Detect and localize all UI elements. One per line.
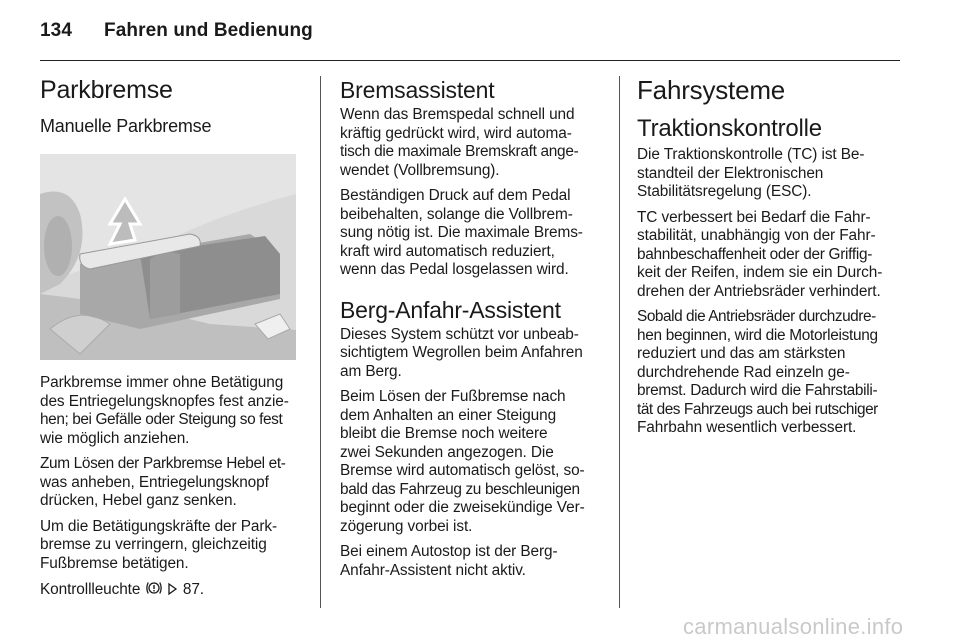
header-rule <box>40 60 900 61</box>
text-line: bremse zu verringern, gleichzeitig <box>40 536 267 553</box>
text-line: Sobald die Antriebsräder durchzudre- <box>637 308 876 325</box>
text-line: Fußbremse betätigen. <box>40 554 189 572</box>
paragraph <box>40 455 302 511</box>
text-line: Wenn das Bremspedal schnell und <box>340 106 575 123</box>
paragraph <box>40 518 302 574</box>
text-line: dem Anhalten an einer Steigung <box>340 406 557 424</box>
text-line: keit der Reifen, indem sie ein Durch- <box>637 264 883 281</box>
text-line: beibehalten, solange die Vollbrem- <box>340 205 573 223</box>
paragraph <box>637 308 905 438</box>
text-line: standteil der Elektronischen <box>637 164 824 182</box>
paragraph <box>340 388 606 536</box>
section-title-parkbremse: Parkbremse <box>40 76 173 104</box>
subsection-title-manuelle-parkbremse: Manuelle Parkbremse <box>40 116 212 136</box>
brake-warning-icon <box>145 580 163 596</box>
text-line: sung nötig ist. Die maximale Brems- <box>340 224 583 241</box>
column-divider-1 <box>320 76 321 608</box>
control-light-label: Kontrollleuchte <box>40 581 141 598</box>
text-line: Beständigen Druck auf dem Pedal <box>340 187 571 204</box>
text-line: tisch die maximale Bremskraft ange- <box>340 143 579 160</box>
text-line: Beim Lösen der Fußbremse nach <box>340 388 566 405</box>
text-line: Dieses System schützt vor unbeab- <box>340 325 579 343</box>
text-line: drücken, Hebel ganz senken. <box>40 492 237 509</box>
page-header <box>40 20 313 42</box>
subsection-title-traktionskontrolle: Traktionskontrolle <box>637 115 822 142</box>
column-parkbremse <box>40 74 302 607</box>
paragraph <box>340 326 606 382</box>
text-line: stabilität, unabhängig von der Fahr- <box>637 227 876 244</box>
text-line: TC verbessert bei Bedarf die Fahr- <box>637 208 871 226</box>
text-line: Um die Betätigungskräfte der Park- <box>40 517 277 535</box>
text-line: Fahrbahn wesentlich verbessert. <box>637 419 857 436</box>
column-divider-2 <box>619 76 620 608</box>
text-line: was anheben, Entriegelungsknopf <box>40 473 269 491</box>
page-number: 134 <box>40 20 73 41</box>
text-line: kräftig gedrückt wird, wird automa- <box>340 124 572 142</box>
paragraph <box>340 187 606 280</box>
text-line: bleibt die Bremse noch weitere <box>340 425 548 442</box>
text-line: wendet (Vollbremsung). <box>340 161 500 179</box>
reference-arrow-icon[interactable] <box>167 582 179 596</box>
text-line: drehen der Antriebsräder verhindert. <box>637 282 881 300</box>
paragraph <box>340 543 606 580</box>
column-bremsassistent <box>340 74 606 587</box>
section-title-bremsassistent: Bremsassistent <box>340 77 495 103</box>
text-line: des Entriegelungsknopfes fest anzie- <box>40 392 289 410</box>
text-line: bald das Fahrzeug zu beschleunigen <box>340 480 580 498</box>
chapter-title: Fahren und Bedienung <box>104 20 313 41</box>
text-line: beginnt oder die zweisekündige Ver- <box>340 499 585 516</box>
paragraph <box>637 209 905 302</box>
watermark: carmanualsonline.info <box>683 614 904 639</box>
text-line: reduziert und das am stärksten <box>637 345 846 362</box>
text-line: hen beginnen, wird die Motorleistung <box>637 326 878 344</box>
text-line: bremst. Dadurch wird die Fahrstabili- <box>637 382 878 399</box>
text-line: tät des Fahrzeugs auch bei rutschiger <box>637 400 878 418</box>
paragraph <box>40 374 302 448</box>
section-title-berg-anfahr-assistent: Berg-Anfahr-Assistent <box>340 296 561 323</box>
text-line: Bremse wird automatisch gelöst, so- <box>340 462 585 479</box>
text-line: Parkbremse immer ohne Betätigung <box>40 374 284 391</box>
text-line: Die Traktionskontrolle (TC) ist Be- <box>637 146 865 163</box>
text-line: Stabilitätsregelung (ESC). <box>637 183 812 200</box>
text-line: zögerung vorbei ist. <box>340 517 473 535</box>
control-light-reference <box>40 580 302 600</box>
text-line: wenn das Pedal losgelassen wird. <box>340 261 569 278</box>
parking-brake-figure <box>40 154 296 360</box>
section-title-fahrsysteme: Fahrsysteme <box>637 75 786 105</box>
text-line: hen; bei Gefälle oder Steigung so fest <box>40 411 283 428</box>
text-line: sichtigtem Wegrollen beim Anfahren <box>340 344 583 361</box>
page-reference-link[interactable]: 87. <box>182 581 204 598</box>
text-line: bahnbeschaffenheit oder der Griffig- <box>637 245 873 263</box>
paragraph <box>637 146 905 202</box>
text-line: wie möglich anziehen. <box>40 429 190 447</box>
text-line: Bei einem Autostop ist der Berg- <box>340 543 558 560</box>
column-fahrsysteme <box>637 74 905 445</box>
text-line: Zum Lösen der Parkbremse Hebel et- <box>40 455 286 472</box>
parking-brake-illustration <box>40 154 296 360</box>
text-line: zwei Sekunden angezogen. Die <box>340 443 554 461</box>
text-line: durchdrehende Rad einzeln ge- <box>637 363 850 381</box>
text-line: Anfahr-Assistent nicht aktiv. <box>340 561 526 579</box>
paragraph <box>340 106 606 180</box>
text-line: am Berg. <box>340 362 402 380</box>
text-line: kraft wird automatisch reduziert, <box>340 242 555 260</box>
